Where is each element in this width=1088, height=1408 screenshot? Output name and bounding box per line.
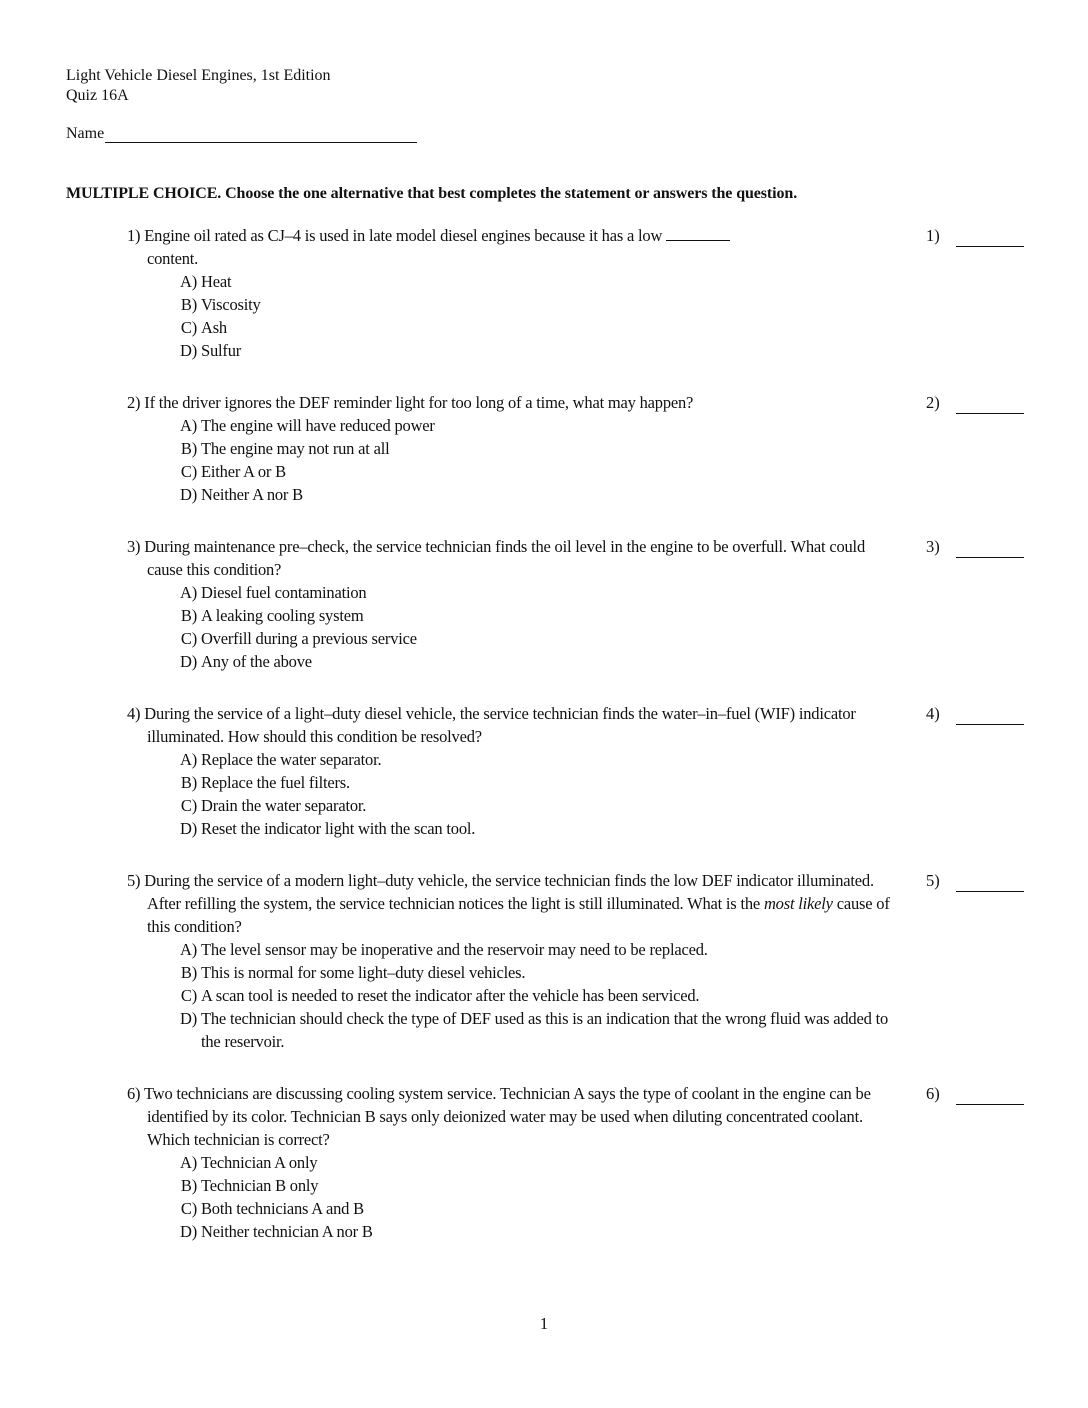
answer-slot-2: [926, 391, 1024, 414]
choice-d[interactable]: D) Neither A nor B: [179, 485, 303, 504]
choice-c[interactable]: C) Ash: [180, 318, 227, 337]
answer-blank[interactable]: [956, 540, 1024, 558]
question-4: [127, 702, 897, 840]
choice-a[interactable]: A) The engine will have reduced power: [179, 416, 435, 435]
page-number: 1: [539, 1314, 549, 1333]
question-number: 1): [127, 226, 141, 245]
question-6: [127, 1082, 897, 1243]
answer-number: 6): [926, 1084, 940, 1103]
choice-a[interactable]: A) Heat: [179, 272, 232, 291]
question-number: 2): [127, 393, 141, 412]
question-1: [127, 224, 897, 362]
question-5: [127, 869, 897, 1053]
choice-b[interactable]: B) Viscosity: [180, 295, 261, 314]
answer-number: 1): [926, 226, 940, 245]
choice-d[interactable]: D) Sulfur: [179, 341, 242, 360]
question-number: 4): [127, 704, 141, 723]
choice-c[interactable]: C) Both technicians A and B: [180, 1199, 364, 1218]
answer-number: 4): [926, 704, 940, 723]
answer-number: 2): [926, 393, 940, 412]
choice-list: [172, 581, 897, 673]
choice-d[interactable]: D) The technician should check the type of DEF used as this is an indication that the wrong fluid was added to the reservoir.: [179, 1009, 889, 1051]
choice-list: [172, 414, 897, 506]
question-2: [127, 391, 897, 506]
choice-list: [172, 270, 897, 362]
quiz-title: Quiz 16A: [66, 87, 129, 104]
name-field-row: [66, 125, 417, 143]
choice-c[interactable]: C) Overfill during a previous service: [180, 629, 417, 648]
question-3: [127, 535, 897, 673]
answer-number: 3): [926, 537, 940, 556]
fill-in-blank: [666, 226, 730, 241]
name-label: Name: [66, 125, 105, 142]
answer-slot-3: [926, 535, 1024, 558]
choice-b[interactable]: B) Technician B only: [180, 1176, 319, 1195]
choice-a[interactable]: A) The level sensor may be inoperative and the reservoir may need to be replaced.: [179, 940, 708, 959]
answer-slot-4: [926, 702, 1024, 725]
choice-d[interactable]: D) Reset the indicator light with the scan tool.: [179, 819, 476, 838]
choice-b[interactable]: B) Replace the fuel filters.: [180, 773, 350, 792]
answer-blank[interactable]: [956, 874, 1024, 892]
question-number: 5): [127, 871, 141, 890]
choice-list: [172, 938, 897, 1053]
choice-a[interactable]: A) Replace the water separator.: [179, 750, 382, 769]
name-blank-line[interactable]: [105, 125, 417, 143]
choice-b[interactable]: B) This is normal for some light–duty diesel vehicles.: [180, 963, 526, 982]
choice-d[interactable]: D) Neither technician A nor B: [179, 1222, 373, 1241]
emphasis-text: most likely: [763, 894, 833, 913]
course-title: Light Vehicle Diesel Engines, 1st Edition: [66, 67, 331, 84]
choice-a[interactable]: A) Technician A only: [179, 1153, 318, 1172]
choice-list: [172, 1151, 897, 1243]
choice-list: [172, 748, 897, 840]
answer-slot-6: [926, 1082, 1024, 1105]
choice-c[interactable]: C) Drain the water separator.: [180, 796, 367, 815]
answer-blank[interactable]: [956, 1087, 1024, 1105]
question-stem: 6) Two technicians are discussing cooling system service. Technician A says the type of coolant in the engine can be identified by its color. Technician B says only deionized water may be used when diluting concentrated coolant. Which technician is correct?: [127, 1084, 871, 1149]
section-instructions: MULTIPLE CHOICE. Choose the one alternative that best completes the statement or answers the question.: [66, 185, 798, 202]
answer-blank[interactable]: [956, 396, 1024, 414]
choice-a[interactable]: A) Diesel fuel contamination: [179, 583, 367, 602]
choice-c[interactable]: C) Either A or B: [180, 462, 286, 481]
choice-c[interactable]: C) A scan tool is needed to reset the indicator after the vehicle has been serviced.: [180, 986, 700, 1005]
choice-b[interactable]: B) The engine may not run at all: [180, 439, 390, 458]
answer-slot-1: [926, 224, 1024, 247]
choice-b[interactable]: B) A leaking cooling system: [180, 606, 364, 625]
question-stem: 5) During the service of a modern light–duty vehicle, the service technician finds the low DEF indicator illuminated. After refilling the system, the service technician notices the light is still illuminated. What is the most likely cause of this condition?: [127, 871, 890, 936]
question-stem: 2) If the driver ignores the DEF reminder light for too long of a time, what may happen?: [127, 393, 694, 412]
choice-d[interactable]: D) Any of the above: [179, 652, 312, 671]
answer-blank[interactable]: [956, 229, 1024, 247]
question-stem: 1) Engine oil rated as CJ–4 is used in late model diesel engines because it has a low content.: [127, 224, 897, 270]
question-number: 3): [127, 537, 141, 556]
question-stem: 3) During maintenance pre–check, the service technician finds the oil level in the engine to be overfull. What could cause this condition?: [127, 537, 865, 579]
answer-blank[interactable]: [956, 707, 1024, 725]
document-header: [66, 66, 331, 106]
answer-slot-5: [926, 869, 1024, 892]
question-number: 6): [127, 1084, 141, 1103]
answer-number: 5): [926, 871, 940, 890]
question-stem: 4) During the service of a light–duty diesel vehicle, the service technician finds the water–in–fuel (WIF) indicator illuminated. How should this condition be resolved?: [127, 704, 856, 746]
